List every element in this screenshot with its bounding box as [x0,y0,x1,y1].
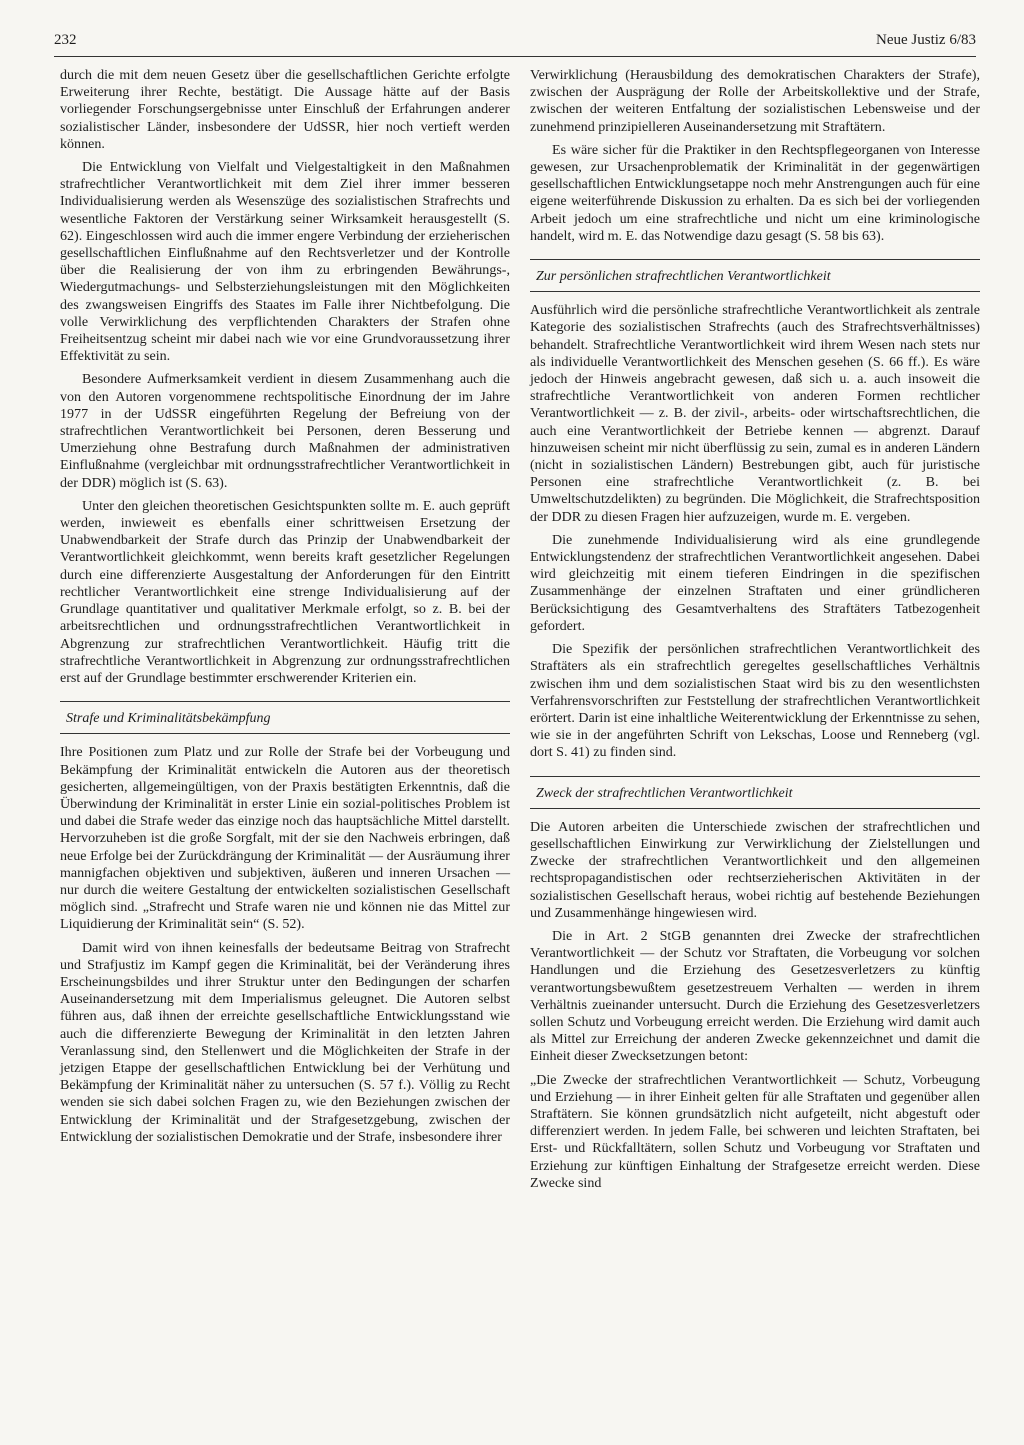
paragraph: Ihre Positionen zum Platz und zur Rolle der Strafe bei der Vorbeugung und Bekämpfung der Kriminalität entwickeln die Autoren aus der theoretisch gesicherten, allgemeingültigen, von der Praxis bestätigten Erkenntnis, daß die Überwindung der Kriminalität in erster Linie ein sozial-politisches Problem ist und dabei die Strafe weder das einzige noch das hauptsächliche Mittel darstellt. Hervorzuheben ist die große Sorgfalt, mit der sie den Nachweis erbringen, daß neue Erfolge bei der Zurückdrängung der Kriminalität — der Ausräumung ihrer mannigfachen objektiven und subjektiven, äußeren und inneren Ursachen — nur durch die weitere Gestaltung der entwickelten sozialistischen Gesellschaft möglich sind. „Strafrecht und Strafe waren nie und können nie das Mittel zur Liquidierung der Kriminalität sein“ (S. 52). [60,744,510,933]
paragraph: Die Spezifik der persönlichen strafrechtlichen Verantwortlichkeit des Straftäters als ein strafrechtlich geregeltes gesellschaftliches Verhältnis zwischen ihm und dem sozialistischen Staat wird bis zu den wesentlichsten Verfahrensvorschriften zur Feststellung der strafrechtlichen Verantwortlichkeit erörtert. Darin ist eine inhaltliche Weiterentwicklung der Erkenntnisse zu sehen, wie sie in der angeführten Schrift von Lekschas, Loose und Renneberg (vgl. dort S. 41) zu finden sind. [530,641,980,761]
page-header [54,32,976,62]
paragraph: Damit wird von ihnen keinesfalls der bedeutsame Beitrag von Strafrecht und Strafjustiz im Kampf gegen die Kriminalität, bei der Veränderung ihres Erscheinungsbildes und ihrer Struktur unter den Bedingungen der scharfen Auseinandersetzung mit dem Imperialismus geleugnet. Die Autoren selbst führen aus, daß ihnen der erreichte gesellschaftliche Entwicklungsstand wie auch die differenzierte Bewegung der Kriminalität in den letzten Jahren Veranlassung sind, den Stellenwert und die Möglichkeiten der Strafe in der jetzigen Etappe der gesellschaftlichen Entwicklung bei der Verhütung und Bekämpfung der Kriminalität näher zu untersuchen (S. 57 f.). Völlig zu Recht wenden sie sich dabei solchen Fragen zu, wie den Beziehungen zwischen der Entwicklung der Kriminalität und der Strafgesetzgebung, zwischen der Entwicklung der sozialistischen Demokratie und der Strafe, insbesondere ihrer [60,939,510,1145]
section-heading: Strafe und Kriminalitätsbekämpfung [60,701,510,734]
paragraph: durch die mit dem neuen Gesetz über die gesellschaftlichen Gerichte erfolgte Erweiterung ihrer Rechte, bestätigt. Die Aussage hätte auf der Basis vorliegender Forschungsergebnisse unter Einschluß der Erfahrungen anderer sozialistischer Länder, insbesondere der UdSSR, hier noch vertieft werden können. [60,67,510,152]
paragraph: Verwirklichung (Herausbildung des demokratischen Charakters der Strafe), zwischen der Ausprägung der Rolle der Arbeitskollektive und der Strafe, zwischen der weiteren Entfaltung der sozialistischen Lebensweise und der zunehmend prinzipielleren Auseinandersetzung mit Straftätern. [530,67,980,135]
block-quote: „Die Zwecke der strafrechtlichen Verantwortlichkeit — Schutz, Vorbeugung und Erziehung — in ihrer Einheit gelten für alle Straftaten und gegenüber allen Straftätern. Sie können grundsätzlich nicht aufgeteilt, nicht abgestuft oder differenziert werden. In jedem Falle, bei schweren und leichten Straftaten, bei Erst- und Rückfalltätern, sollen Schutz und Vorbeugung vor Straftaten und Erziehung zur künftigen Einhaltung der Strafgesetze erreicht werden. Diese Zwecke sind [530,1071,980,1191]
paragraph: Die Entwicklung von Vielfalt und Vielgestaltigkeit in den Maßnahmen strafrechtlicher Verantwortlichkeit mit dem Ziel ihrer immer besseren Individualisierung werden als Wesenszüge des sozialistischen Strafrechts und wesentliche Faktoren der Verstärkung seiner Wirksamkeit herausgestellt (S. 62). Eingeschlossen wird auch die immer engere Verbindung der erzieherischen gesellschaftlichen Einflußnahme auf den Rechtsverletzer und der Kontrolle über die Realisierung der von ihm zu erbringenden Bewährungs-, Wiedergutmachungs- und Selbsterziehungsleistungen mit den Möglichkeiten des zwangsweisen Eingriffs des Staates im Falle ihrer Nichtbefolgung. Die volle Verwirklichung des verpflichtenden Charakters der Strafen ohne Freiheitsentzug scheint mir dabei nach wie vor eine Grundvoraussetzung ihrer Effektivität zu sein. [60,159,510,365]
section-heading: Zur persönlichen strafrechtlichen Verantwortlichkeit [530,259,980,292]
paragraph: Besondere Aufmerksamkeit verdient in diesem Zusammenhang auch die von den Autoren vorgenommene rechtspolitische Einordnung der im Jahre 1977 in der UdSSR eingeführten Regelung der Befreiung von der strafrechtlichen Verantwortlichkeit bei Personen, deren Besserung und Umerziehung ohne Bestrafung durch Maßnahmen der administrativen Einflußnahme (vergleichbar mit ordnungsstrafrechtlicher Verantwortlichkeit in der DDR) möglich ist (S. 63). [60,371,510,491]
page-number: 232 [54,32,77,48]
left-column [60,67,510,1152]
paragraph: Unter den gleichen theoretischen Gesichtspunkten sollte m. E. auch geprüft werden, inwieweit es ebenfalls einer schrittweisen Ersetzung der Unabwendbarkeit der Strafe durch das Prinzip der Unabwendbarkeit der Verantwortlichkeit gleichkommt, wenn bereits kraft gesetzlicher Regelungen durch eine differenzierte Ausgestaltung der Anforderungen für den Eintritt rechtlicher Verantwortlichkeit eine strenge Individualisierung auf der Grundlage quantitativer und qualitativer Merkmale erfolgt, so z. B. bei der arbeitsrechtlichen und ordnungsstrafrechtlichen Verantwortlichkeit in Abgrenzung zur strafrechtlichen Verantwortlichkeit. Häufig tritt die strafrechtliche Verantwortlichkeit in Abgrenzung zur ordnungsstrafrechtlichen erst auf der Grundlage bestimmter erschwerender Kriterien ein. [60,497,510,686]
section-heading: Zweck der strafrechtlichen Verantwortlichkeit [530,776,980,809]
paragraph: Die in Art. 2 StGB genannten drei Zwecke der strafrechtlichen Verantwortlichkeit — der Schutz vor Straftaten, die Vorbeugung vor solchen Handlungen und die Erziehung des Gesetzesverletzers zu künftig verantwortungsbewußtem gesetzestreuem Verhalten — werden in ihrem Verhältnis zueinander untersucht. Durch die Erziehung des Gesetzesverletzers sollen Schutz und Vorbeugung erreicht werden. Die Erziehung wird damit auch als Mittel zur Erreichung der anderen Zwecke gekennzeichnet und damit die Einheit dieser Zwecksetzungen betont: [530,927,980,1065]
right-column [530,67,980,1198]
paragraph: Es wäre sicher für die Praktiker in den Rechtspflegeorganen von Interesse gewesen, zur Ursachenproblematik der Kriminalität in der gegenwärtigen gesellschaftlichen Entwicklungsetappe noch mehr Anstrengungen auch für eine eigene weiterführende Diskussion zu erhalten. Da es sich bei der vorliegenden Arbeit jedoch um eine strafrechtliche und nicht um eine kriminologische handelt, wird m. E. das Notwendige dazu gesagt (S. 58 bis 63). [530,141,980,244]
journal-issue: Neue Justiz 6/83 [876,32,976,48]
paragraph: Die zunehmende Individualisierung wird als eine grundlegende Entwicklungstendenz der strafrechtlichen Verantwortlichkeit angesehen. Dabei wird gleichzeitig mit einem tieferen Eindringen in die spezifischen Zusammenhänge der einzelnen Straftaten und einer gründlicheren Berücksichtigung des Gesamtverhaltens des Straftäters Tatbezogenheit gefordert. [530,531,980,634]
header-rule [54,56,976,57]
paragraph: Die Autoren arbeiten die Unterschiede zwischen der strafrechtlichen und gesellschaftlichen Einwirkung zur Verwirklichung der Zielstellungen und Zwecke der strafrechtlichen Verantwortlichkeit und den allgemeinen rechtspropagandistischen oder rechtserzieherischen Aktivitäten in der sozialistischen Gesellschaft heraus, wobei richtig auf bestehende Beziehungen und Zusammenhänge hingewiesen wird. [530,818,980,921]
paragraph: Ausführlich wird die persönliche strafrechtliche Verantwortlichkeit als zentrale Kategorie des sozialistischen Strafrechts (auch des Strafrechtsverhältnisses) behandelt. Strafrechtliche Verantwortlichkeit wird ihrem Wesen nach stets nur als individuelle Verantwortlichkeit des Menschen gesehen (S. 66 ff.). Es wäre jedoch der Hinweis angebracht gewesen, daß sich u. a. auch insoweit die strafrechtliche Verantwortlichkeit von anderen Formen rechtlicher Verantwortlichkeit — z. B. der zivil-, arbeits- oder wirtschaftsrechtlichen, die auch eine Verantwortlichkeit der Betriebe kennen — abgrenzt. Darauf hinzuweisen scheint mir nicht überflüssig zu sein, zumal es in anderen Ländern (nicht in sozialistischen Ländern) Bestrebungen gibt, auch für juristische Personen eine strafrechtliche Verantwortlichkeit (z. B. bei Umweltschutzdelikten) zu begründen. Die Möglichkeit, die Strafrechtsposition der DDR zu diesen Fragen hier aufzuzeigen, wurde m. E. vergeben. [530,302,980,525]
